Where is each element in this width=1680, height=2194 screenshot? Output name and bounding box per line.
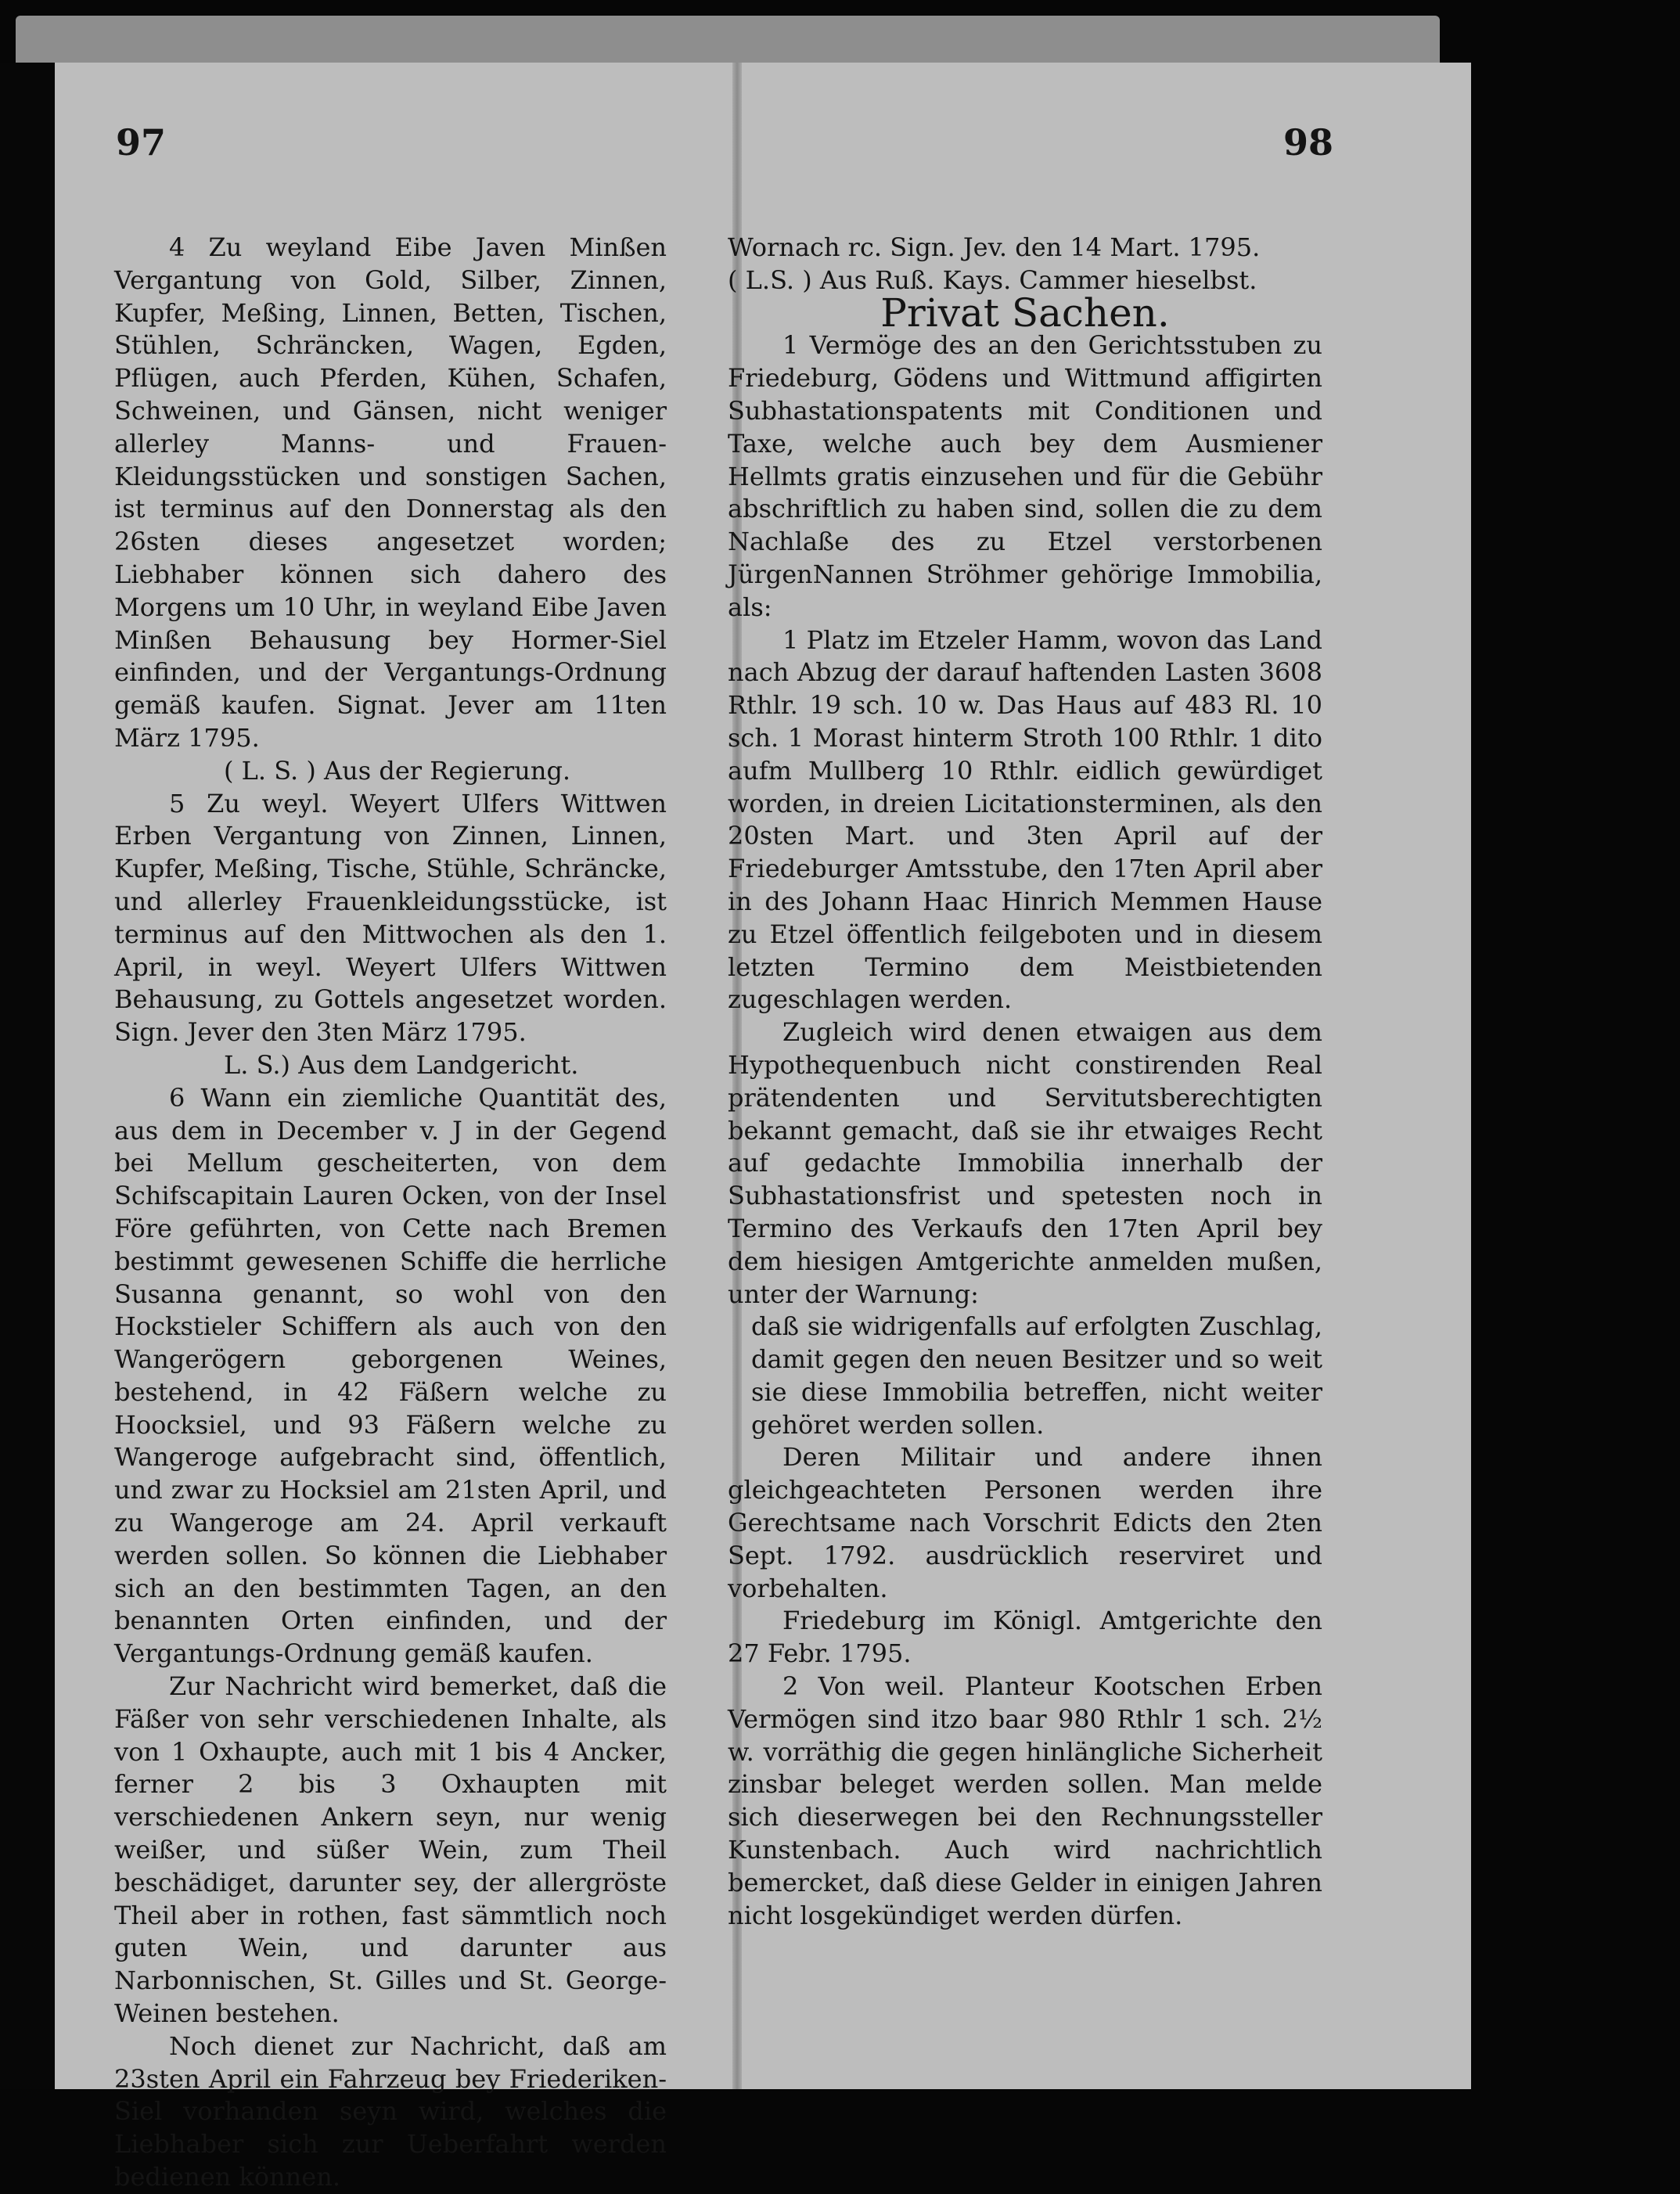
signature-cammer: ( L.S. ) Aus Ruß. Kays. Cammer hieselbst. (728, 264, 1257, 295)
page-number-left: 97 (116, 121, 167, 164)
section-heading: Privat Sachen. (880, 290, 1170, 336)
notice-6-ferry: Noch dienet zur Nachricht, daß am 23sten April ein Fahrzeug bey Friederiken-Siel vorhanden seyn wird, welches die Liebhaber sich zur Ueberfahrt werden bedienen können. (114, 2030, 667, 2192)
signature-regierung: ( L. S. ) Aus der Regierung. (224, 755, 571, 786)
notice-private-1: 1 Vermöge des an den Gerichtsstuben zu Friedeburg, Gödens und Wittmund affigirten Subhastationspatents mit Conditionen und Taxe, welche auch bey dem Ausmiener Hellmts gratis einzusehen und für die Gebühr abschriftlich zu haben sind, sollen die zu dem Nachlaße des zu Etzel verstorbenen JürgenNannen Ströhmer gehörige Immobilia, als: (728, 330, 1322, 622)
date-line: Friedeburg im Königl. Amtgerichte den 27 Febr. 1795. (728, 1606, 1322, 1669)
notice-4: 4 Zu weyland Eibe Javen Minßen Vergantung von Gold, Silber, Zinnen, Kupfer, Meßing, Linnen, Betten, Tischen, Stühlen, Schräncken, Wagen, Egden, Pflügen, auch Pferden, Kühen, Schafen, Schweinen, und Gänsen, nicht weniger allerley Manns- und Frauen-Kleidungsstücken und sonstigen Sachen, ist terminus auf den Donnerstag als den 26sten dieses angesetzet worden; Liebhaber können sich dahero des Morgens um 10 Uhr, in weyland Eibe Javen Minßen Behausung bey Hormer-Siel einfinden, und der Vergantungs-Ordnung gemäß kaufen. Signat. Jever am 11ten März 1795. (114, 232, 667, 753)
military-notice: Deren Militair und andere ihnen gleichgeachteten Personen werden ihre Gerechtsame nach Vorschrit Edicts den 2ten Sept. 1792. ausdrücklich reserviret und vorbehalten. (728, 1442, 1322, 1603)
warning-text: daß sie widrigenfalls auf erfolgten Zuschlag, damit gegen den neuen Besitzer und so weit sie diese Immobilia betreffen, nicht weiter gehöret werden sollen. (751, 1311, 1322, 1440)
notice-5: 5 Zu weyl. Weyert Ulfers Wittwen Erben Vergantung von Zinnen, Linnen, Kupfer, Meßing, Tische, Stühle, Schräncke, und allerley Frauenkleidungsstücke, ist terminus auf den Mittwochen als den 1. April, in weyl. Weyert Ulfers Wittwen Behausung, zu Gottels angesetzet worden. Sign. Jever den 3ten März 1795. (114, 788, 667, 1048)
right-column (728, 232, 1322, 1932)
notice-6-remark: Zur Nachricht wird bemerket, daß die Fäßer von sehr verschiedenen Inhalte, als von 1 Oxhaupte, auch mit 1 bis 4 Ancker, ferner 2 bis 3 Oxhaupten mit verschiedenen Ankern seyn, nur wenig weißer, und süßer Wein, zum Theil beschädiget, darunter sey, der allergröste Theil aber in rothen, fast sämmtlich noch guten Wein, und darunter aus Narbonnischen, St. Gilles und St. George-Weinen bestehen. (114, 1671, 667, 2029)
notice-6: 6 Wann ein ziemliche Quantität des, aus dem in December v. J in der Gegend bei Mellum gescheiterten, von dem Schifscapitain Lauren Ocken, von der Insel Före geführten, von Cette nach Bremen bestimmt gewesenen Schiffe die herrliche Susanna genannt, so wohl von den Hockstieler Schiffern als auch von den Wangerögern geborgenen Weines, bestehend, in 42 Fäßern welche zu Hoocksiel, und 93 Fäßern welche zu Wangeroge aufgebracht sind, öffentlich, und zwar zu Hocksiel am 21sten April, und zu Wangeroge am 24. April verkauft werden sollen. So können die Liebhaber sich an den bestimmten Tagen, an den benannten Orten einfinden, und der Vergantungs-Ordnung gemäß kaufen. (114, 1082, 667, 1669)
left-column (114, 232, 667, 2194)
creditor-notice: Zugleich wird denen etwaigen aus dem Hypothequenbuch nicht constirenden Real prätendenten und Servitutsberechtigten bekannt gemacht, daß sie ihr etwaiges Recht auf gedachte Immobilia innerhalb der Subhastationsfrist und spetesten noch in Termino des Verkaufs den 17ten April bey dem hiesigen Amtgerichte anmelden mußen, unter der Warnung: (728, 1017, 1322, 1309)
signature-jever: Wornach rc. Sign. Jev. den 14 Mart. 1795. (728, 232, 1261, 262)
property-list: 1 Platz im Etzeler Hamm, wovon das Land nach Abzug der darauf haftenden Lasten 3608 Rthlr. 19 sch. 10 w. Das Haus auf 483 Rl. 10 sch. 1 Morast hinterm Stroth 100 Rthlr. 1 dito aufm Mullberg 10 Rthlr. eidlich gewürdiget worden, in dreien Licitationsterminen, als den 20sten Mart. und 3ten April auf der Friedeburger Amtsstube, den 17ten April aber in des Johann Haac Hinrich Memmen Hause zu Etzel öffentlich feilgeboten und in diesem letzten Termino dem Meistbietenden zugeschlagen werden. (728, 624, 1322, 1015)
notice-private-2: 2 Von weil. Planteur Kootschen Erben Vermögen sind itzo baar 980 Rthlr 1 sch. 2½ w. vorräthig die gegen hinlängliche Sicherheit zinsbar beleget werden sollen. Man melde sich dieserwegen bei den Rechnungssteller Kunstenbach. Auch wird nachrichtlich bemercket, daß diese Gelder in einigen Jahren nicht losgekündiget werden dürfen. (728, 1671, 1322, 1930)
page-number-right: 98 (1283, 121, 1334, 164)
signature-landgericht: L. S.) Aus dem Landgericht. (224, 1049, 579, 1080)
